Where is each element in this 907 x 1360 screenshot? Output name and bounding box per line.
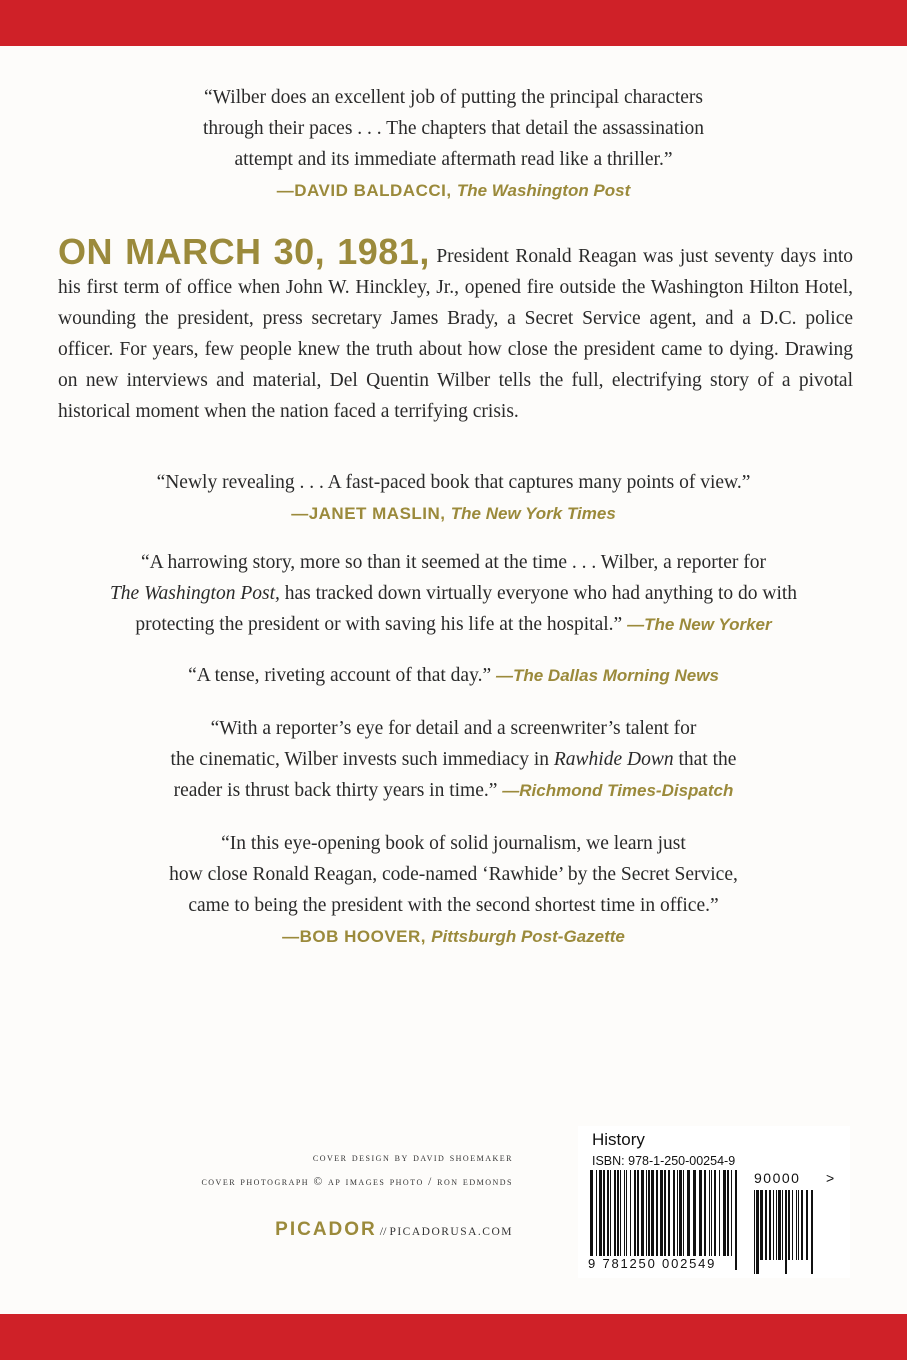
- barcode-bar: [630, 1170, 631, 1256]
- barcode-bar: [693, 1170, 696, 1256]
- barcode-bar: [776, 1190, 777, 1260]
- barcode-bar: [765, 1190, 767, 1260]
- cover-photo-credit: cover photograph © ap images photo / ron edmonds: [201, 1176, 513, 1188]
- isbn-barcode: [578, 1126, 850, 1278]
- quote-italic: Rawhide Down: [553, 749, 674, 770]
- barcode-price-mark: >: [826, 1170, 835, 1186]
- barcode-bar: [760, 1190, 763, 1260]
- attribution-source: —The New Yorker: [627, 615, 772, 634]
- barcode-bar: [778, 1190, 781, 1260]
- barcode-bar: [590, 1170, 593, 1270]
- quote-line: [0, 660, 907, 691]
- quote-text: reader is thrust back thirty years in time.”: [173, 780, 498, 801]
- barcode-bar: [782, 1190, 783, 1260]
- barcode-bar: [796, 1190, 797, 1260]
- barcode-bar: [798, 1190, 799, 1260]
- attribution-source: —Richmond Times-Dispatch: [502, 781, 734, 800]
- blurb-text: President Ronald Reagan was just seventy days into his first term of office when John W. Hinckley, Jr., opened fire outside the Washington Hilton Hotel, wounding the president, press secretary James Brady, a Secret Service agent, and a D.C. police officer. For years, few people knew the truth about how close the president came to dying. Drawing on new interviews and material, Del Quentin Wilber tells the full, electrifying story of a pivotal historical moment when the nation faced a terrifying crisis.: [58, 246, 853, 422]
- barcode-bar: [664, 1170, 666, 1270]
- barcode-digits: 9 781250 002549: [588, 1256, 717, 1271]
- barcode-bar: [610, 1170, 611, 1256]
- quote-maslin: [0, 467, 907, 529]
- barcode-bar: [756, 1190, 759, 1274]
- barcode-bar: [614, 1170, 616, 1256]
- attribution-author: —JANET MASLIN,: [291, 504, 446, 523]
- quote-line: attempt and its immediate aftermath read like a thriller.”: [234, 149, 673, 170]
- attribution-author: —BOB HOOVER,: [282, 927, 427, 946]
- publisher-separator: //: [379, 1224, 387, 1238]
- quote-attribution: [0, 498, 907, 529]
- barcode-bar: [679, 1170, 682, 1256]
- quote-line: how close Ronald Reagan, code-named ‘Rawhide’ by the Secret Service,: [169, 864, 738, 885]
- publisher-url: PICADORUSA.COM: [389, 1226, 513, 1238]
- quote-text: has tracked down virtually everyone who had anything to do with: [279, 583, 798, 604]
- quote-attribution: [0, 921, 907, 952]
- quote-line: through their paces . . . The chapters that detail the assassination: [202, 118, 705, 139]
- barcode-bar: [723, 1170, 726, 1256]
- quote-attribution: [0, 175, 907, 206]
- barcode-category: History: [592, 1130, 645, 1149]
- attribution-source: The Washington Post: [456, 181, 631, 200]
- quote-line: [0, 744, 907, 775]
- quote-text: the cinematic, Wilber invests such immediacy in: [170, 749, 554, 770]
- barcode-bars-addon: [754, 1190, 816, 1274]
- barcode-bar: [668, 1170, 670, 1256]
- barcode-bar: [651, 1170, 654, 1256]
- cover-design-credit: cover design by david shoemaker: [312, 1152, 513, 1164]
- quote-text: “A tense, riveting account of that day.”: [188, 665, 492, 686]
- barcode-bar: [683, 1170, 684, 1256]
- barcode-bar: [603, 1170, 605, 1256]
- barcode-isbn: ISBN: 978-1-250-00254-9: [592, 1154, 736, 1168]
- attribution-source: Pittsburgh Post-Gazette: [431, 927, 625, 946]
- barcode-bar: [754, 1190, 755, 1274]
- barcode-bar: [801, 1190, 803, 1260]
- barcode-bar: [719, 1170, 720, 1256]
- barcode-bar: [648, 1170, 650, 1256]
- cover-credits: [60, 1146, 513, 1194]
- barcode-bar: [656, 1170, 658, 1256]
- barcode-bar: [735, 1170, 737, 1270]
- quote-line: came to being the president with the second shortest time in office.”: [188, 895, 719, 916]
- publisher-logo: PICADOR: [275, 1219, 377, 1240]
- barcode-bar: [788, 1190, 790, 1260]
- quote-line: “In this eye-opening book of solid journalism, we learn just: [221, 833, 686, 854]
- barcode-bar: [709, 1170, 710, 1256]
- barcode-bar: [773, 1190, 774, 1260]
- quote-italic: The Washington Post,: [109, 583, 280, 604]
- barcode-bar: [596, 1170, 597, 1256]
- quote-line: “Wilber does an excellent job of putting the principal characters: [204, 87, 703, 108]
- quote-new-yorker: [0, 547, 907, 640]
- barcode-bar: [637, 1170, 639, 1256]
- quote-line: “With a reporter’s eye for detail and a screenwriter’s talent for: [210, 718, 697, 739]
- barcode-price: 90000: [754, 1170, 801, 1186]
- quote-line: [0, 775, 907, 806]
- barcode-bar: [646, 1170, 647, 1256]
- barcode-bar: [785, 1190, 787, 1274]
- barcode-bar: [727, 1170, 729, 1256]
- top-red-band: [0, 0, 907, 46]
- quote-text: protecting the president or with saving his life at the hospital.”: [135, 614, 623, 635]
- barcode-bar: [617, 1170, 619, 1256]
- attribution-source: The New York Times: [450, 504, 616, 523]
- barcode-bar: [607, 1170, 609, 1256]
- quote-dallas: [0, 660, 907, 691]
- bottom-red-band: [0, 1314, 907, 1360]
- book-description: [58, 231, 853, 427]
- barcode-bar: [714, 1170, 716, 1256]
- barcode-bar: [711, 1170, 712, 1256]
- barcode-bar: [806, 1190, 808, 1260]
- barcode-bar: [634, 1170, 636, 1256]
- barcode-bar: [660, 1170, 663, 1256]
- barcode-bar: [641, 1170, 644, 1256]
- blurb-lead-date: ON MARCH 30, 1981,: [58, 231, 430, 272]
- quote-hoover: [0, 828, 907, 952]
- barcode-bars-main: [590, 1170, 740, 1270]
- barcode-bar: [673, 1170, 675, 1256]
- barcode-bar: [624, 1170, 625, 1256]
- quote-line: [0, 609, 907, 640]
- attribution-source: —The Dallas Morning News: [495, 666, 719, 685]
- barcode-bar: [792, 1190, 793, 1260]
- barcode-bar: [699, 1170, 702, 1256]
- barcode-bar: [811, 1190, 813, 1274]
- barcode-bar: [677, 1170, 678, 1256]
- quote-line: “A harrowing story, more so than it seemed at the time . . . Wilber, a reporter for: [141, 552, 766, 573]
- quote-baldacci: [0, 82, 907, 206]
- quote-text: that the: [673, 749, 737, 770]
- quote-richmond: [0, 713, 907, 806]
- quote-line: “Newly revealing . . . A fast-paced book that captures many points of view.”: [156, 472, 751, 493]
- barcode-bar: [599, 1170, 602, 1256]
- publisher-line: [260, 1219, 513, 1241]
- barcode-bar: [626, 1170, 627, 1256]
- barcode-bar: [731, 1170, 732, 1256]
- attribution-author: —DAVID BALDACCI,: [276, 181, 452, 200]
- barcode-bar: [620, 1170, 621, 1256]
- barcode-bar: [769, 1190, 771, 1260]
- quote-line: [0, 578, 907, 609]
- barcode-bar: [687, 1170, 690, 1256]
- barcode-bar: [704, 1170, 706, 1256]
